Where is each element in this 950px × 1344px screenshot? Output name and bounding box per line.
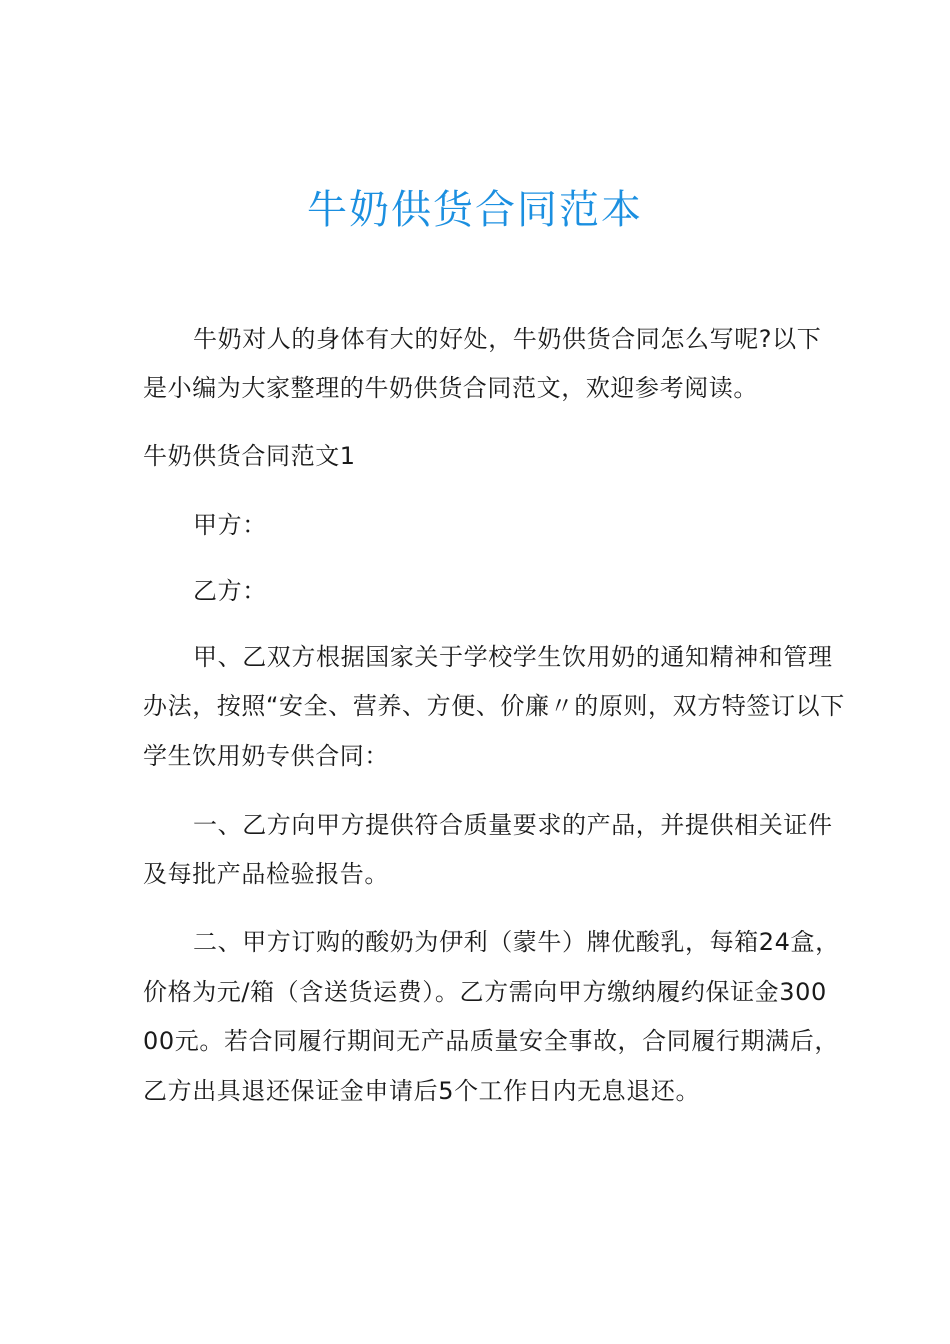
paragraph-1-line-3: 学生饮用奶专供合同： bbox=[143, 742, 389, 770]
clause-2-line-3: 00元。若合同履行期间无产品质量安全事故，合同履行期满后， bbox=[143, 1027, 839, 1055]
intro-line-1: 牛奶对人的身体有大的好处，牛奶供货合同怎么写呢?以下 bbox=[193, 325, 822, 353]
clause-2-line-4: 乙方出具退还保证金申请后5个工作日内无息退还。 bbox=[143, 1077, 701, 1105]
party-a-label: 甲方： bbox=[193, 511, 267, 539]
clause-2-line-2: 价格为元/箱（含送货运费）。乙方需向甲方缴纳履约保证金300 bbox=[143, 978, 827, 1006]
clause-2-line-1: 二、甲方订购的酸奶为伊利（蒙牛）牌优酸乳，每箱24盒， bbox=[193, 928, 840, 956]
section-heading: 牛奶供货合同范文1 bbox=[143, 442, 356, 470]
clause-1-line-2: 及每批产品检验报告。 bbox=[143, 860, 389, 888]
paragraph-1-line-2: 办法，按照“安全、营养、方便、价廉〃的原则，双方特签订以下 bbox=[143, 692, 845, 720]
paragraph-1-line-1: 甲、乙双方根据国家关于学校学生饮用奶的通知精神和管理 bbox=[193, 643, 833, 671]
intro-line-2: 是小编为大家整理的牛奶供货合同范文，欢迎参考阅读。 bbox=[143, 374, 758, 402]
party-b-label: 乙方： bbox=[193, 577, 267, 605]
clause-1-line-1: 一、乙方向甲方提供符合质量要求的产品，并提供相关证件 bbox=[193, 811, 833, 839]
document-title: 牛奶供货合同范本 bbox=[307, 187, 643, 233]
